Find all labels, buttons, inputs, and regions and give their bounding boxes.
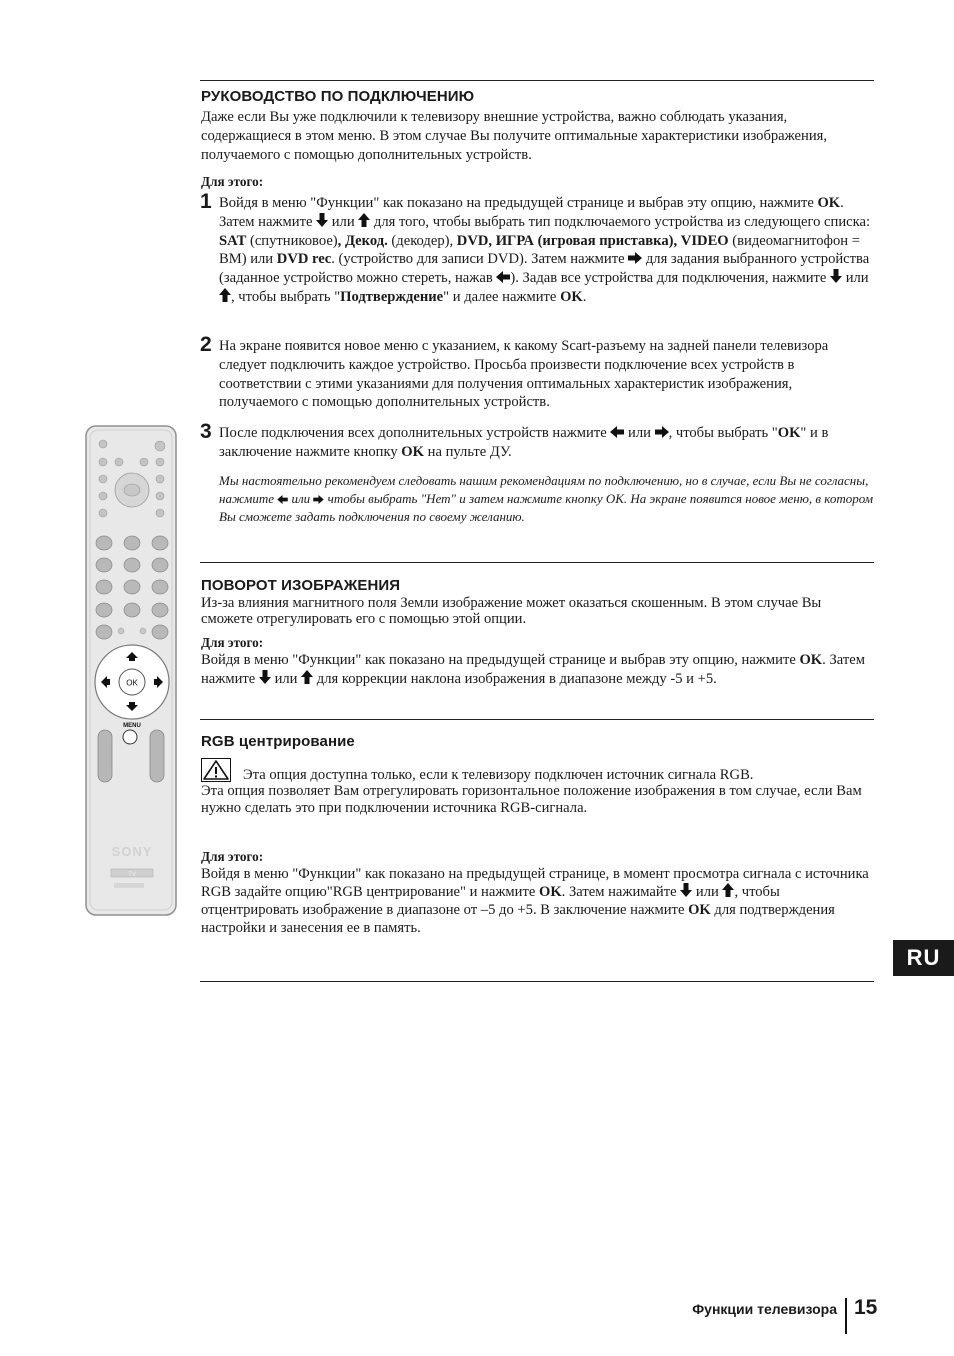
step-2-text: На экране появится новое меню с указанием, к какому Scart-разъему на задней панели телевизора следует подключить каждое устройство. Просьба произвести подключение всех устройств в соответствии с этими указаниями для получения оптимальных характеристик изображения, получаемого с помощью дополнительных устройств. — [219, 338, 829, 411]
section-title-connection-guide: РУКОВОДСТВО ПО ПОДКЛЮЧЕНИЮ — [201, 88, 475, 105]
section-title-image-rotation: ПОВОРОТ ИЗОБРАЖЕНИЯ — [201, 577, 401, 594]
remote-menu-label: MENU — [123, 723, 141, 729]
procedure-label: Для этого: — [201, 635, 264, 650]
arrow-down-icon — [316, 213, 328, 227]
arrow-up-icon — [358, 213, 370, 227]
step-1-text: Войдя в меню "Функции" как показано на предыдущей странице и выбрав эту опцию, нажмите OK. Затем нажмите или для того, чтобы выбрать тип подключаемого устройства из следующего списка: SAT (спутниковое), Декод. (декодер), DVD, ИГРА (игровая приставка), VIDEO (видеомагнитофон = ВМ) или DVD rec. (устройство для записи DVD). Затем нажмите для задания выбранного устройства (заданное устройство можно стереть, нажав ). Задав все устройства для подключения, нажмите или , чтобы выбрать "Подтверждение" и далее нажмите OK. — [219, 195, 871, 305]
rotation-instructions: Войдя в меню "Функции" как показано на предыдущей странице и выбрав эту опцию, нажмите OK. Затем нажмите или для коррекции наклона изображения в диапазоне между -5 и +5. — [201, 652, 865, 687]
arrow-down-icon — [680, 883, 692, 897]
arrow-left-icon — [610, 426, 624, 438]
arrow-up-icon — [722, 883, 734, 897]
step-number: 3 — [200, 420, 212, 443]
section-intro: Эта опция позволяет Вам отрегулировать горизонтальное положение изображения в том случае, если Вам нужно сделать это при подключении источника RGB-сигнала. — [201, 783, 862, 816]
footer-section-title: Функции телевизора — [692, 1301, 837, 1317]
arrow-right-icon — [655, 426, 669, 438]
arrow-down-icon — [830, 269, 842, 283]
section-divider-bottom — [200, 981, 874, 982]
arrow-down-icon — [259, 670, 271, 684]
remote-tv-label: TV — [128, 872, 136, 878]
arrow-up-icon — [219, 288, 231, 302]
step-number: 2 — [200, 333, 212, 356]
procedure-label: Для этого: — [201, 174, 264, 189]
arrow-up-icon — [301, 670, 313, 684]
warning-triangle-icon — [201, 758, 231, 782]
arrow-right-icon — [628, 252, 642, 264]
section-title-rgb-centering: RGB центрирование — [201, 733, 355, 750]
step-3-text: После подключения всех дополнительных устройств нажмите или , чтобы выбрать "OK" и в заключение нажмите кнопку OK на пульте ДУ. — [219, 425, 829, 460]
arrow-left-icon — [277, 495, 288, 504]
section-intro: Из-за влияния магнитного поля Земли изображение может оказаться скошенным. В этом случае Вы сможете отрегулировать его с помощью этой опции. — [201, 595, 822, 627]
section-divider-top — [200, 80, 874, 81]
step-number: 1 — [200, 190, 212, 213]
footer-divider — [845, 1298, 847, 1334]
rgb-availability-warning: Эта опция доступна только, если к телевизору подключен источник сигнала RGB. — [243, 767, 754, 783]
arrow-left-icon — [496, 271, 510, 283]
section-intro: Даже если Вы уже подключили к телевизору внешние устройства, важно соблюдать указания, содержащиеся в этом меню. В этом случае Вы получите оптимальные характеристики изображения, получаемого с помощью дополнительных устройств. — [201, 109, 827, 163]
remote-control-illustration — [84, 424, 178, 917]
rgb-instructions: Войдя в меню "Функции" как показано на предыдущей странице, в момент просмотра сигнала с источника RGB задайте опцию"RGB центрирование" и нажмите OK. Затем нажимайте или , чтобы отцентрировать изображение в диапазоне от –5 до +5. В заключение нажмите OK для подтверждения настройки и занесения ее в память. — [201, 866, 869, 936]
language-tab: RU — [893, 940, 954, 976]
remote-brand-logo: SONY — [111, 844, 153, 859]
procedure-label: Для этого: — [201, 849, 264, 864]
section-divider — [200, 562, 874, 563]
section-divider — [200, 719, 874, 720]
arrow-right-icon — [313, 495, 324, 504]
remote-ok-label: OK — [126, 678, 138, 688]
recommendation-note: Мы настоятельно рекомендуем следовать нашим рекомендациям по подключению, но в случае, если Вы не согласны, нажмите или чтобы выбрать "Нет" и затем нажмите кнопку ОК. На экране появится новое меню, в котором Вы сможете задать подключения по своему желанию. — [219, 473, 874, 524]
page-number: 15 — [854, 1296, 878, 1319]
